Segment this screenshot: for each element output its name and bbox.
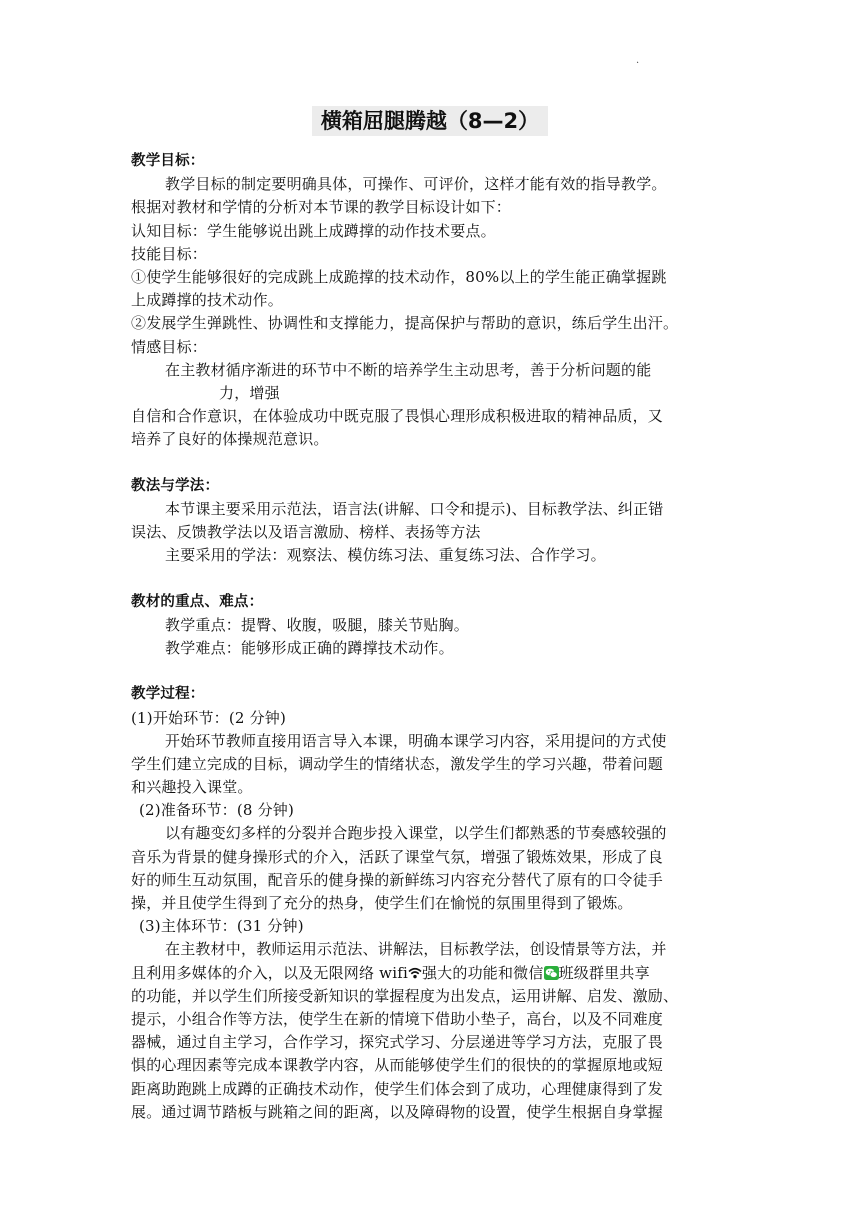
emotion-goal-1: 在主教材循序渐进的环节中不断的培养学生主动思考，善于分析问题的能 [165,360,652,379]
stage3-line-4: 提示，小组合作等方法，使学生在新的情境下借助小垫子，高台，以及不同难度 [131,1009,664,1028]
emotion-goal-4: 培养了良好的体操规范意识。 [131,430,329,449]
stage3-line-6: 惧的心理因素等完成本课教学内容，从而能够使学生们的很快的的掌握原地或短 [131,1056,664,1075]
wechat-icon [544,966,559,980]
stage1-line-2: 学生们建立完成的目标，调动学生的情绪状态，激发学生的学习兴趣，带着问题 [131,754,664,773]
stage1-line-3: 和兴趣投入课堂。 [131,778,253,797]
document-body [131,150,732,1124]
document-title: 横箱屈腿腾越（8—2） [312,106,548,136]
cognitive-goal: 认知目标：学生能够说出跳上成蹲撑的动作技术要点。 [131,221,496,240]
goals-intro-2: 根据对教材和学情的分析对本节课的教学目标设计如下： [131,198,512,217]
stage2-line-3: 好的师生互动氛围，配音乐的健身操的新鲜练习内容充分替代了原有的口令徒手 [131,870,664,889]
skill-goal-2: ②发展学生弹跳性、协调性和支撑能力，提高保护与帮助的意识，练后学生出汗。 [131,314,679,333]
wifi-icon [408,967,422,979]
skill-goal-1b: 上成蹲撑的技术动作。 [131,291,284,310]
stage2-line-2: 音乐为背景的健身操形式的介入，活跃了课堂气氛，增强了锻炼效果，形成了良 [131,847,664,866]
stage3-line-2 [131,962,732,985]
stage2-title: (2)准备环节：(8 分钟) [139,801,295,820]
stage2-line-4: 操，并且使学生得到了充分的热身，使学生们在愉悦的氛围里得到了锻炼。 [131,894,633,912]
methods-heading: 教法与学法： [131,477,220,494]
stage1-line-1: 开始环节教师直接用语言导入本课，明确本课学习内容，采用提问的方式使 [165,731,667,750]
keypoints-heading: 教材的重点、难点： [131,593,264,610]
page-mark: · [636,58,640,69]
stage3-line-2c: 班级群里共享 [558,963,650,982]
teaching-methods-2: 误法、反馈教学法以及语言激励、榜样、表扬等方法 [131,523,481,541]
stage1-title: (1)开始环节：(2 分钟) [131,708,287,727]
emotion-goal-2: 力，增强 [219,383,280,402]
process-heading: 教学过程： [131,686,205,703]
skill-goal-1a: ①使学生能够很好的完成跳上成跪撑的技术动作，80%以上的学生能正确掌握跳 [131,267,667,286]
stage3-line-2b: 强大的功能和微信 [421,963,544,982]
emotion-goal-heading: 情感目标： [131,337,208,356]
stage2-line-1: 以有趣变幻多样的分裂并合跑步投入课堂，以学生们都熟悉的节奏感较强的 [165,824,667,843]
key-point: 教学重点：提臀、收腹，吸腿，膝关节贴胸。 [165,615,470,634]
goals-heading: 教学目标： [131,153,205,169]
goals-intro-1: 教学目标的制定要明确具体，可操作、可评价，这样才能有效的指导教学。 [165,175,667,194]
skill-goal-heading: 技能目标： [131,244,208,263]
learning-methods: 主要采用的学法：观察法、模仿练习法、重复练习法、合作学习。 [165,546,606,565]
teaching-methods-1: 本节课主要采用示范法，语言法(讲解、口令和提示)、目标教学法、纠正错 [165,499,664,518]
stage3-line-8: 展。通过调节踏板与跳箱之间的距离，以及障碍物的设置，使学生根据自身掌握 [131,1102,664,1121]
stage3-line-3: 的功能，并以学生们所接受新知识的掌握程度为出发点，运用讲解、启发、激励、 [131,986,679,1005]
stage3-line-7: 距离助跑跳上成蹲的正确技术动作，使学生们体会到了成功，心理健康得到了发 [131,1079,664,1098]
stage3-line-2a: 且利用多媒体的介入，以及无限网络 wifi [131,963,408,982]
stage3-line-5: 器械，通过自主学习，合作学习，探究式学习、分层递进等学习方法，克服了畏 [131,1033,664,1052]
stage3-line-1: 在主教材中，教师运用示范法、讲解法，目标教学法，创设情景等方法，并 [165,940,667,959]
difficult-point: 教学难点：能够形成正确的蹲撑技术动作。 [165,638,454,657]
emotion-goal-3: 自信和合作意识，在体验成功中既克服了畏惧心理形成积极进取的精神品质，又 [131,407,664,426]
stage3-title: (3)主体环节：(31 分钟) [139,917,304,936]
